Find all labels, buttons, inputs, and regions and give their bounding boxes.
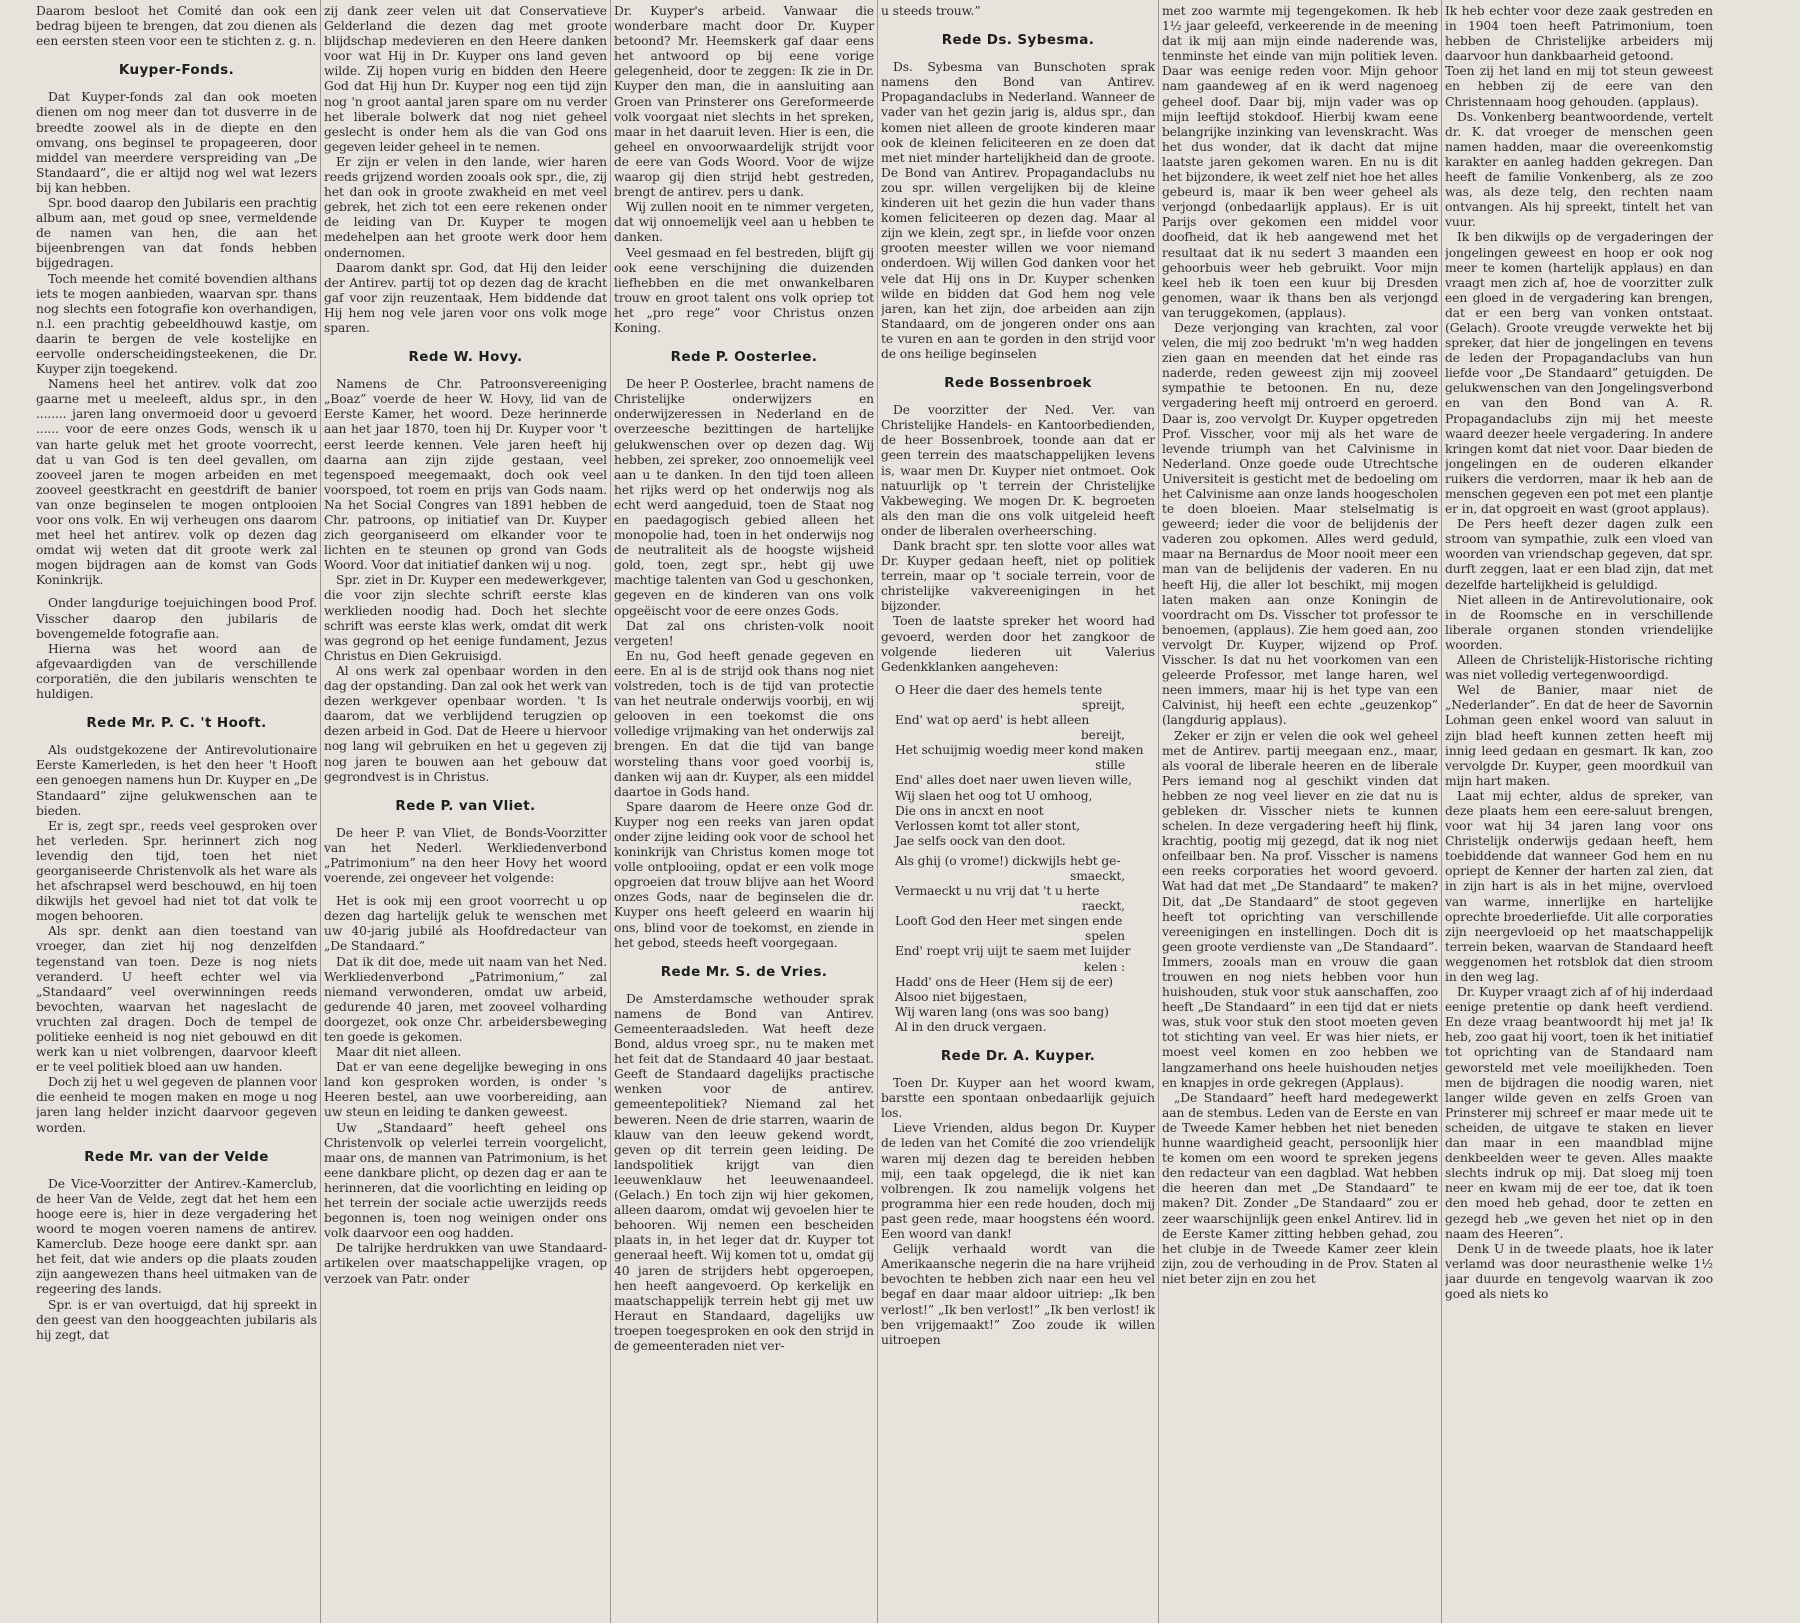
column-3 <box>614 4 874 1623</box>
column-2 <box>324 4 607 1623</box>
paragraph: Dat zal ons christen-volk nooit vergeten! <box>614 618 874 648</box>
paragraph: De Vice-Voorzitter der Antirev.-Kamerclub, de heer Van de Velde, zegt dat het hem een hooge eere is, hier in deze vergadering het woord te mogen voeren namens de antirev. Kamerclub. Deze hooge eere dankt spr. aan het feit, dat wie anders op die plaats zouden zijn aangewezen thans heel uitmaken van de regeering des lands. <box>36 1176 317 1297</box>
paragraph: De Amsterdamsche wethouder sprak namens de Bond van Antirev. Gemeenteraadsleden. Wat heeft deze Bond, aldus vroeg spr., nu te maken met het feit dat de Standaard 40 jaar bestaat. Geeft de Standaard dagelijks practische wenken voor de antirev. gemeentepolitiek? Niemand zal het beweren. Neen de drie starren, waarin de klauw van den leeuw gekend wordt, geven op dit terrein geen leiding. De landspolitiek krijgt van dien leeuwenklauw het leeuwenaandeel. (Gelach.) En toch zijn wij hier gekomen, alleen daarom, omdat wij gevoelen hier te behooren. Wij nemen een bescheiden plaats in, in het leger dat dr. Kuyper tot generaal heeft. Wij komen tot u, omdat gij 40 jaren de strijders hebt opgeroepen, hen heeft aangevoerd. Op kerkelijk en maatschappelijk terrein hebt gij met uw Heraut en Standaard, dagelijks uw troepen toegesproken en ook den strijd in de gemeenteraden niet ver- <box>614 991 874 1353</box>
section-heading: Rede Ds. Sybesma. <box>941 32 1095 49</box>
paragraph: Denk U in de tweede plaats, hoe ik later verlamd was door neurasthenie welke 1½ jaar duurde en tengevolg waarvan ik zoo goed als niets ko <box>1445 1241 1713 1301</box>
paragraph: Niet alleen in de Antirevolutionaire, ook in de Roomsche en in verschillende liberale organen stonden vriendelijke woorden. <box>1445 592 1713 652</box>
paragraph: Namens heel het antirev. volk dat zoo gaarne met u meeleeft, aldus spr., in den ........ jaren lang onvermoeid door u gevoerd ...... voor de eere onzes Gods, wensch ik u van harte geluk met het groote voorrecht, dat u van God is ten deel gevallen, om zooveel jaren te mogen arbeiden en met zooveel geestkracht en geestdrift de banier van onze beginselen te mogen ontplooien voor ons volk. En wij verheugen ons daarom met heel het antirev. volk op dezen dag omdat wij weten dat dit groote werk zal mogen bijdragen aan de komst van Gods Koninkrijk. <box>36 377 317 588</box>
paragraph: Al ons werk zal openbaar worden in den dag der opstanding. Dan zal ook het werk van dezen werkgever openbaar worden. 't Is daarom, dat we verblijdend terugzien op dezen arbeid in God. Dat de Heere u hiervoor nog lang wil gebruiken en het u gegeven zij nog jaren te bouwen aan het gebouw dat gegrondvest is in Christus. <box>324 663 607 784</box>
paragraph: Zeker er zijn er velen die ook wel geheel met de Antirev. partij meegaan enz., maar, als vooral de liberale heeren en de liberale Pers iemand nog al geschikt vinden dat hebben ze nog veel liever en zie dat nu is gebleken dr. Visscher niets te kunnen schelen. In deze vergadering heeft hij flink, krachtig, pootig mij gezegd, dat ik nog niet onfeilbaar ben. Na prof. Visscher is namens een reeks corporaties het woord gevoerd. Wat had dat met „De Standaard” te maken? Dit, dat „De Standaard” de stoot gegeven heeft tot oprichting van verschillende vereenigingen en instellingen. Doch dit is geen groote verdienste van „De Standaard”. Immers, zooals man en vrouw die gaan trouwen en nog niets hebben voor hun huishouden, stuk voor stuk aanschaffen, zoo heeft „De Standaard” in een tijd dat er niets was, stuk voor stuk den stoot moeten geven tot stichting van veel. Er was hier niets, er moest veel komen en zoo hebben we langzamerhand ons heele huishouden netjes en knapjes in orde gekregen (Applaus). <box>1162 728 1438 1090</box>
paragraph: De talrijke herdrukken van uwe Standaard-artikelen over maatschappelijke vragen, op verzoek van Patr. onder <box>324 1241 607 1286</box>
paragraph: Dat ik dit doe, mede uit naam van het Ned. Werkliedenverbond „Patrimonium,” zal niemand verwonderen, omdat uw arbeid, gedurende 40 jaren, met zooveel volharding doorgezet, ook onze Chr. arbeidersbeweging ten goede is gekomen. <box>324 954 607 1044</box>
section-heading: Rede Dr. A. Kuyper. <box>940 1048 1096 1064</box>
verse-line: Alsoo niet bijgestaen, <box>895 989 1028 1004</box>
column-divider <box>320 0 321 1623</box>
paragraph: De heer P. van Vliet, de Bonds-Voorzitter van het Nederl. Werkliedenverbond „Patrimonium” na den heer Hovy het woord voerende, zei ongeveer het volgende: <box>324 825 607 886</box>
paragraph: Namens de Chr. Patroonsvereeniging „Boaz” voerde de heer W. Hovy, lid van de Eerste Kamer, het woord. Deze herinnerde aan het jaar 1870, toen hij Dr. Kuyper voor 't eerst leerde kennen. Vele jaren heeft hij daarna aan zijn zijde gestaan, veel tegenspoed meegemaakt, doch ook veel voorspoed, tot roem en prijs van Gods naam. Na het Social Congres van 1891 hebben de Chr. patroons, op initiatief van Dr. Kuyper zich georganiseerd om elkander voor te lichten en te steunen op grond van Gods Woord. Voor dat initiatief danken wij u nog. <box>324 377 607 573</box>
paragraph: Dr. Kuyper's arbeid. Vanwaar die wonderbare macht door Dr. Kuyper betoond? Mr. Heemskerk gaf daar eens het antwoord op bij eene vorige gelegenheid, door te zeggen: Ik zie in Dr. Kuyper den man, die in aansluiting aan Groen van Prinsterer ons Gereformeerde volk voorgaat niet slechts in het spreken, maar in het daaruit leven. Hier is een, die geheel en onvoorwaardelijk strijdt voor de eere van Gods Woord. Voor de wijze waarop gij dien strijd hebt gestreden, brengt de antirev. pers u dank. <box>614 4 874 200</box>
verse-line: Vermaeckt u nu vrij dat 't u herte <box>895 884 1100 899</box>
paragraph: Lieve Vrienden, aldus begon Dr. Kuyper de leden van het Comité die zoo vriendelijk waren mij dezen dag te bereiden hebben mij, een taak opgelegd, die ik niet kan volbrengen. Ik zou namelijk volgens het programma hier een rede houden, doch mij past geen rede, maar hoogstens één woord. Een woord van dank! <box>881 1121 1155 1242</box>
paragraph: De Pers heeft dezer dagen zulk een stroom van sympathie, zulk een vloed van woorden van vriendschap gegeven, dat spr. durft zeggen, laat er een blad zijn, dat met dezelfde hartelijkheid is geluldigd. <box>1445 517 1713 592</box>
paragraph: Gelijk verhaald wordt van die Amerikaansche negerin die na hare vrijheid bevochten te hebben zich naar een heu vel begaf en daar maar aldoor uitriep: „Ik ben verlost!” „Ik ben verlost!” „Ik ben verlost! ik ben vrijgemaakt!” Zoo zoude ik willen uitroepen <box>881 1242 1155 1347</box>
verse-line: End' alles doet naer uwen lieven wille, <box>895 773 1132 788</box>
verse-line: Wij waren lang (ons was soo bang) <box>895 1004 1109 1019</box>
paragraph: Deze verjonging van krachten, zal voor velen, die mij zoo bedrukt 'm'n weg hadden zien gaan en meenden dat het einde ras naderde, reden geweest zijn mij zooveel sympathie te betoonen. En nu, deze vergadering heeft mij ontroerd en geroerd. Daar is, zoo vervolgt Dr. Kuyper opgetreden Prof. Visscher, voor mij als het ware de levende triumph van het Calvinisme in Nederland. Onze goede oude Utrechtsche Universiteit is gesticht met de bedoeling om het Calvinisme aan onze lands hoogescholen te doen bloeien. Maar stelselmatig is geweerd; ieder die voor de belijdenis der vaderen zou opkomen. Alles werd geduld, maar na Bernardus de Moor nooit meer een man van de belijdenis der vaderen. En nu heeft Hij, die aller lot beschikt, mij mogen laten maken aan onze Koningin de voordracht om Ds. Visscher tot professor te benoemen, (applaus). Zie hem goed aan, zoo vervolgt Dr. Kuyper, wijzend op Prof. Visscher. Is dat nu het voorkomen van een geleerde Professor, met lange haren, wel neen immers, maar hij is het type van een Calvinist, hij heeft een echte „geuzenkop” (langdurig applaus). <box>1162 320 1438 728</box>
verse-line: Jae selfs oock van den doot. <box>895 833 1066 848</box>
section-heading: Rede Bossenbroek <box>944 375 1092 392</box>
verse-line-continuation: kelen : <box>1083 959 1125 974</box>
paragraph: Wij zullen nooit en te nimmer vergeten, dat wij onnoemelijk veel aan u hebben te danken. <box>614 200 874 245</box>
paragraph: Spr. bood daarop den Jubilaris een prachtig album aan, met goud op snee, vermeldende de namen van hen, die aan het bijeenbrengen van dat fonds hebben bijgedragen. <box>36 196 317 271</box>
paragraph: Veel gesmaad en fel bestreden, blijft gij ook eene verschijning die duizenden liefhebben en die met onwankelbaren trouw en groot talent ons volk opriep tot het „pro rege” voor Christus onzen Koning. <box>614 245 874 335</box>
paragraph: Als spr. denkt aan dien toestand van vroeger, dan ziet hij nog denzelfden tegenstand van toen. Deze is nog niets veranderd. U heeft echter wel via „Standaard” veel overwinningen reeds bevochten, waarvan het nageslacht de vruchten zal dragen. Doch de tempel de politieke eenheid is nog niet gebouwd en dit werk kan u niet volbrengen, daarvoor kleeft er te veel politiek bloed aan uw handen. <box>36 924 317 1075</box>
column-divider <box>610 0 611 1623</box>
paragraph: Doch zij het u wel gegeven de plannen voor die eenheid te mogen maken en moge u nog jaren lang helder inzicht daarvoor gegeven worden. <box>36 1075 317 1135</box>
paragraph: Spr. ziet in Dr. Kuyper een medewerkgever, die voor zijn slechte schrift eerste klas werklieden noodig had. Doch het slechte schrift was eerste klas werk, omdat dit werk was gegrond op het eenige fundament, Jezus Christus en Dien Gekruisigd. <box>324 573 607 663</box>
paragraph: De voorzitter der Ned. Ver. van Christelijke Handels- en Kantoorbedienden, de heer Bossenbroek, toonde aan dat er geen terrein des maatschappelijken levens is, waar men Dr. Kuyper niet ontmoet. Ook natuurlijk op 't terrein der Christelijke Vakbeweging. We mogen Dr. K. begroeten als den man die ons volk uitgeleid heeft onder de liberalen overheersching. <box>881 403 1155 538</box>
paragraph: En nu, God heeft genade gegeven en eere. En al is de strijd ook thans nog niet volstreden, toch is de tijd van protectie van het neutrale onderwijs voorbij, en wij gelooven in een toekomst die ons volledige vrijmaking van het onderwijs zal brengen. En dat die tijd van bange worsteling thans voor goed voorbij is, danken wij aan dr. Kuyper, als een middel daartoe in Gods hand. <box>614 648 874 799</box>
paragraph: Alleen de Christelijk-Historische richting was niet volledig vertegenwoordigd. <box>1445 653 1713 683</box>
column-1 <box>36 4 317 1623</box>
paragraph: Ds. Vonkenberg beantwoordende, vertelt dr. K. dat vroeger de menschen geen namen hadden, maar die overeenkomstig karakter en aanleg hadden gekregen. Dan heeft de familie Vonkenberg, als ze zoo was, als deze telg, den rechten naam ontvangen. Als hij spreekt, tintelt het van vuur. <box>1445 109 1713 230</box>
column-5 <box>1162 4 1438 1623</box>
column-divider <box>877 0 878 1623</box>
spacer <box>881 675 1155 683</box>
verse-line: Het schuijmig woedig meer kond maken <box>895 743 1144 758</box>
paragraph: Dat Kuyper-fonds zal dan ook moeten dienen om nog meer dan tot dusverre in de breedte zoowel als in de diepte en den omvang, ons beginsel te propageeren, door middel van meerdere verspreiding van „De Standaard”, die er altijd nog wel wat lezers bij kan hebben. <box>36 90 317 195</box>
paragraph: u steeds trouw.” <box>881 4 981 18</box>
paragraph: Ds. Sybesma van Bunschoten sprak namens den Bond van Antirev. Propagandaclubs in Nederland. Wanneer de vader van het gezin jarig is, aldus spr., dan komen niet alleen de groote kinderen maar ook de kleinen feliciteeren en ze doen dat met niet minder hartelijkheid dan de groote. De Bond van Antirev. Propagandaclubs nu zou spr. willen vergelijken bij de kleine kinderen uit het gezin die hun vader thans komen feliciteeren op dezen dag. Maar al zijn we klein, zegt spr., in liefde voor onzen grooten meester willen we voor niemand onderdoen. Wij willen God danken voor het vele dat Hij ons in Dr. Kuyper schenken wilde en bidden dat God hem nog vele jaren, kan het zijn, doe arbeiden aan zijn Standaard, om de jongeren onder ons aan te vuren en aan te gorden in den strijd voor de ons heilige beginselen <box>881 60 1155 361</box>
paragraph: Als oudstgekozene der Antirevolutionaire Eerste Kamerleden, is het den heer 't Hooft een genoegen namens hun Dr. Kuyper en „De Standaard” zijne gelukwenschen aan te bieden. <box>36 743 317 818</box>
paragraph: Uw „Standaard” heeft geheel ons Christenvolk op velerlei terrein voorgelicht, maar ons, de mannen van Patrimonium, is het eene dankbare plicht, op dezen dag er aan te herinneren, dat die voorlichting en leiding op het terrein der sociale actie uwerzijds reeds begonnen is, toen nog weinigen onder ons volk daarvoor een oog hadden. <box>324 1120 607 1241</box>
verse-line: Looft God den Heer met singen ende <box>895 914 1123 929</box>
paragraph: Er zijn er velen in den lande, wier haren reeds grijzend worden zooals ook spr., die, zij het dan ook in groote zwakheid en met veel gebrek, het zich tot een eere rekenen onder de leiding van Dr. Kuyper te mogen medehelpen aan het groote werk door hem ondernomen. <box>324 154 607 260</box>
paragraph: Daarom dankt spr. God, dat Hij den leider der Antirev. partij tot op dezen dag de kracht gaf voor zijn reuzentaak, Hem biddende dat Hij hem nog vele jaren voor ons volk moge sparen. <box>324 260 607 335</box>
column-divider <box>1441 0 1442 1623</box>
verse-line: End' roept vrij uijt te saem met luijder <box>895 944 1131 959</box>
paragraph: Het is ook mij een groot voorrecht u op dezen dag hartelijk geluk te wenschen met uw 40-jarig jubilé als Hoofdredacteur van „De Standaard.” <box>324 894 607 954</box>
section-heading: Rede P. Oosterlee. <box>670 349 818 366</box>
paragraph: Daarom besloot het Comité dan ook een bedrag bijeen te brengen, dat zou dienen als een eersten steen voor een te stichten z. g. n. <box>36 4 317 49</box>
paragraph: De heer P. Oosterlee, bracht namens de Christelijke onderwijzers en onderwijzeressen in Nederland en de overzeesche bezittingen de hartelijke gelukwenschen over op dezen dag. Wij hebben, zei spreker, zoo onnoemelijk veel aan u te danken. In den tijd toen alleen het rijks werd op het onderwijs nog als echt werd aangeduid, toen de Staat nog en paedagogisch gebied alleen het monopolie had, toen in het onderwijs nog de neutraliteit als de hoogste wijsheid gold, toen, zegt spr., hebt gij uwe machtige talenten van God u geschonken, gegeven en de kinderen van ons volk opgeëischt voor de eere onzes Gods. <box>614 377 874 618</box>
verse-line-continuation: stille <box>1095 758 1125 773</box>
paragraph: Dat er van eene degelijke beweging in ons land kon gesproken worden, is onder 's Heeren bestel, aan uwe voorbereiding, aan uw steun en leiding te danken geweest. <box>324 1060 607 1120</box>
verse-line-continuation: smaeckt, <box>1070 868 1125 883</box>
paragraph: zij dank zeer velen uit dat Conservatieve Gelderland die dezen dag met groote blijdschap medevieren en den Heere danken voor wat Hij in Dr. Kuyper ons land geven wilde. Zij hopen vurig en bidden den Heere God dat Hij hun Dr. Kuyper nog een tijd zijn nog 'n groot aantal jaren spare om nu verder het liberale bolwerk dat nog niet geheel geslecht is onder hem als die van God ons gegeven leider geheel in te nemen. <box>324 4 607 154</box>
paragraph: Toen de laatste spreker het woord had gevoerd, werden door het zangkoor de volgende liederen uit Valerius Gedenkklanken aangeheven: <box>881 614 1155 674</box>
verse-line-continuation: spelen <box>1085 929 1125 944</box>
spacer <box>36 588 317 596</box>
paragraph: Hierna was het woord aan de afgevaardigden van de verschillende corporatiën, die den jubilaris wenschten te huldigen. <box>36 641 317 702</box>
column-4 <box>881 4 1155 1623</box>
verse-line-continuation: raeckt, <box>1082 899 1125 914</box>
paragraph: Spare daarom de Heere onze God dr. Kuyper nog een reeks van jaren opdat onder zijne leiding ook voor de school het koninkrijk van Christus komen moge tot volle ontplooiing, opdat er een volk moge opgroeien dat trouw blijve aan het Woord onzes Gods, naar de beginselen die dr. Kuyper ons heeft geleerd en waarin hij ons, blind voor de toekomst, en ziende in het gebod, steeds heeft voorgegaan. <box>614 799 874 950</box>
paragraph: Dr. Kuyper vraagt zich af of hij inderdaad eenige pretentie op dank heeft verdiend. En deze vraag beantwoordt hij met ja! Ik heb, zoo gaat hij voort, toen ik het initiatief tot oprichting van de Standaard nam geworsteld met vele moeilijkheden. Toen men de bijdragen die noodig waren, niet langer wilde geven en zelfs Groen van Prinsterer mij schreef er maar mede uit te scheiden, de uitgave te staken en liever dan maar in een maandblad mijne denkbeelden weer te geven. Alles maakte slechts indruk op mij. Dat sloeg mij toen neer en kwam mij de eer toe, dat ik toen den moed heb gehad, door te zetten en gezegd heb „we geven het niet op in den naam des Heeren”. <box>1445 985 1713 1241</box>
verse-line: Hadd' ons de Heer (Hem sij de eer) <box>895 974 1113 989</box>
verse-line-continuation: bereijt, <box>1080 728 1125 743</box>
paragraph: „De Standaard” heeft hard medegewerkt aan de stembus. Leden van de Eerste en van de Tweede Kamer hebben het niet beneden hunne waardigheid geacht, persoonlijk hier te komen om een woord te spreken jegens den redacteur van een dagblad. Wat hebben die heeren dan met „De Standaard” te maken? Dit. Zonder „De Standaard” zou er zeer waarschijnlijk geen enkel Antirev. lid in de Eerste Kamer zitting hebben gehad, zou het clubje in de Tweede Kamer zeer klein zijn, zou de verhouding in de Prov. Staten al niet beter zijn en zou het <box>1162 1090 1438 1286</box>
verse-line: Die ons in ancxt en noot <box>895 803 1044 818</box>
verse-line: End' wat op aerd' is hebt alleen <box>895 713 1090 728</box>
paragraph: Toen Dr. Kuyper aan het woord kwam, barstte een spontaan onbedaarlijk gejuich los. <box>881 1076 1155 1121</box>
paragraph: Ik heb echter voor deze zaak gestreden en in 1904 toen heeft Patrimonium, toen hebben de Christelijke arbeiders mij daarvoor hun dankbaarheid getoond. <box>1445 4 1713 64</box>
verse-line: Verlossen komt tot aller stont, <box>895 818 1081 833</box>
section-heading: Rede Mr. P. C. 't Hooft. <box>86 715 267 732</box>
paragraph: met zoo warmte mij tegengekomen. Ik heb 1½ jaar geleefd, verkeerende in de meening dat ik mij aan mijn einde naderende was, tenminste het einde van mijn politiek leven. Daar was eenige reden voor. Mijn gehoor nam gaandeweg af en ik werd nagenoeg geheel doof. Daar bij, mijn vader was op mijn leeftijd stokdoof. Hierbij kwam eene belangrijke inzinking van levenskracht. Was het dus wonder, dat ik dacht dat mijne laatste jaren gekomen waren. En nu is dit het bijzondere, ik weet zelf niet hoe het alles gebeurd is, maar ik ben weer geheel als verjongd (onbedaarlijk applaus). Er is uit Parijs over gekomen een middel voor doofheid, dat ik heb aangewend met het resultaat dat ik nu sedert 3 maanden een gehoorbuis weer heb gebruikt. Voor mijn keel heb ik toen een kuur bij Dresden genomen, waar ik thans ben als verjongd van teruggekomen, (applaus). <box>1162 4 1438 320</box>
paragraph: Onder langdurige toejuichingen bood Prof. Visscher daarop den jubilaris de bovengemelde fotografie aan. <box>36 596 317 641</box>
section-heading: Rede Mr. van der Velde <box>84 1148 269 1165</box>
verse-line: Als ghij (o vrome!) dickwijls hebt ge- <box>895 853 1121 868</box>
paragraph: Maar dit niet alleen. <box>336 1045 462 1060</box>
section-heading: Rede Mr. S. de Vries. <box>660 963 828 980</box>
paragraph: Dank bracht spr. ten slotte voor alles wat Dr. Kuyper gedaan heeft, niet op politiek terrein, maar op 't sociale terrein, voor de christelijke vakvereenigingen in het bijzonder. <box>881 539 1155 614</box>
paragraph: Ik ben dikwijls op de vergaderingen der jongelingen geweest en hoop er ook nog meer te komen (hartelijk applaus) en dan vraagt men zich af, hoe de voorzitter zulk een gloed in de vergadering kan brengen, dat er een berg van vonken ontstaat. (Gelach). Groote vreugde verwekte het bij spreker, dat hier de jongelingen en tevens de leden der Propagandaclubs van hun liefde voor „De Standaard” getuigden. De gelukwenschen van den Jongelingsverbond en van den Bond van A. R. Propagandaclubs zijn mij het meeste waard deezer heele vergadering. In andere kringen komt dat niet voor. Daar bieden de jongelingen en de ouderen elkander ruikers die verdorren, maar ik heb aan de menschen gegeven een pot met een plantje er in, dat opgroeit en wast (groot applaus). <box>1445 230 1713 517</box>
paragraph: Wel de Banier, maar niet de „Nederlander”. En dat de heer de Savornin Lohman geen enkel woord van saluut in zijn blad heeft kunnen zetten heeft mij innig leed gedaan en gesmart. Ik kan, zoo vervolgde Dr. Kuyper, geen moordkuil van mijn hart maken. <box>1445 683 1713 788</box>
verse-line-continuation: spreijt, <box>1081 697 1125 712</box>
spacer <box>324 886 607 894</box>
section-heading: Rede P. van Vliet. <box>395 797 536 814</box>
paragraph: Spr. is er van overtuigd, dat hij spreekt in den geest van den hooggeachten jubilaris als hij zegt, dat <box>36 1297 317 1342</box>
paragraph: Toch meende het comité bovendien althans iets te mogen aanbieden, waarvan spr. thans nog slechts een fotografie kon overhandigen, n.l. een prachtig gebeeldhouwd kastje, om daarin te bergen de vele kostelijke en eervolle onderscheidingsteekenen, die Dr. Kuyper zijn toegekend. <box>36 271 317 377</box>
column-6 <box>1445 4 1713 1623</box>
paragraph: Toen zij het land en mij tot steun geweest en hebben zij de eere van den Christennaam hoog gehouden. (applaus). <box>1445 64 1713 109</box>
verse-line: O Heer die daer des hemels tente <box>895 682 1103 697</box>
verse-line: Al in den druck vergaen. <box>895 1019 1047 1034</box>
section-heading: Rede W. Hovy. <box>408 349 523 366</box>
paragraph: Laat mij echter, aldus de spreker, van deze plaats hem een eere-saluut brengen, voor wat hij 34 jaren lang voor ons Christelijk onderwijs gedaan heeft, hem toebiddende dat wanneer God hem en nu opriept de Kenner der harten zal zien, dat in zijn hart is als in het mijne, overvloed van warme, innerlijke en hartelijke oprechte broederliefde. Uit alle corporaties zijn neergevloeid op het maatschappelijk terrein beken, waarvan de Standaard heeft weggenomen het rotsblok dat dien stroom in den weg lag. <box>1445 788 1713 984</box>
column-divider <box>1158 0 1159 1623</box>
section-heading: Kuyper-Fonds. <box>118 62 235 79</box>
paragraph: Er is, zegt spr., reeds veel gesproken over het verleden. Spr. herinnert zich nog levendig den tijd, toen het niet georganiseerde Christenvolk als het ware als het afschrapsel werd beschouwd, en hij toen dikwijls het gevoel had niet tot dat volk te mogen behooren. <box>36 818 317 924</box>
verse-line: Wij slaen het oog tot U omhoog, <box>895 788 1093 803</box>
